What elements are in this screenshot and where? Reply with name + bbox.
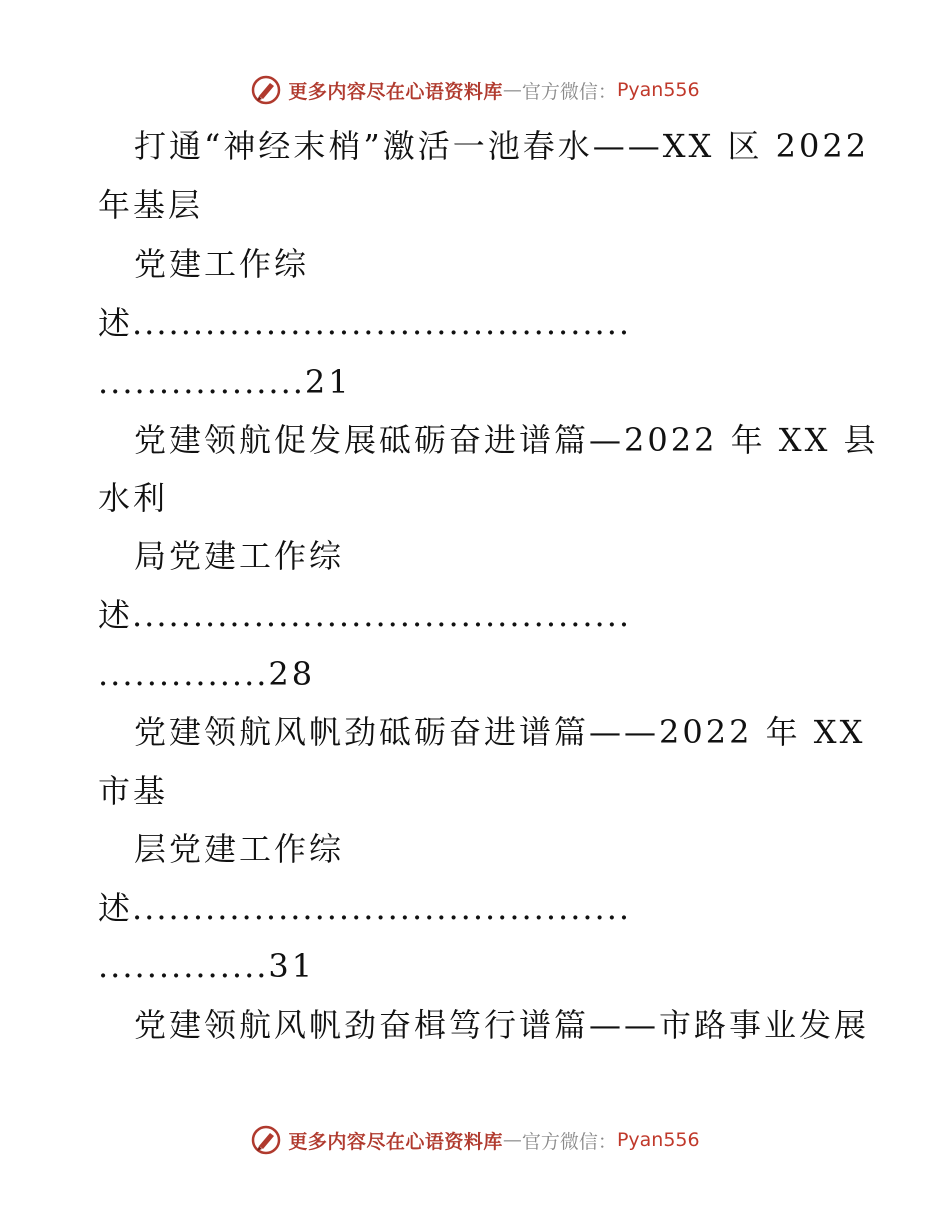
toc-entry-1-title-line-1: 打通“神经末梢”激活一池春水——XX 区 2022 — [134, 127, 870, 165]
toc-entry-2-leader — [98, 654, 315, 694]
watermark-wechat-id: Pyan556 — [616, 79, 700, 101]
toc-entry-3-title-line-3: 层党建工作综 — [134, 830, 345, 868]
toc-entry-4-title-line-1: 党建领航风帆劲奋楫笃行谱篇——市路事业发展 — [134, 1006, 870, 1044]
pen-logo-icon — [250, 1124, 282, 1156]
toc-entry-2-title-line-2: 水利 — [98, 479, 169, 517]
toc-entry-3-title-line-1: 党建领航风帆劲砥砺奋进谱篇——2022 年 XX — [134, 713, 866, 751]
toc-entry-3-title-line-4: 述......................................... — [98, 889, 632, 927]
header-watermark — [0, 70, 950, 110]
toc-entry-1-title-line-2: 年基层 — [98, 186, 204, 224]
toc-entry-2-title-line-3: 局党建工作综 — [134, 537, 345, 575]
toc-entry-3-dots: .............. — [98, 947, 269, 985]
toc-entry-2-title-line-4: 述......................................... — [98, 596, 632, 634]
toc-entry-3-title-line-2: 市基 — [98, 772, 169, 810]
toc-entry-3-page: 31 — [268, 947, 316, 985]
watermark-wechat-label: 官方微信： — [521, 80, 617, 103]
toc-entry-1-leader — [98, 362, 352, 402]
toc-entry-2-title-line-1: 党建领航促发展砥砺奋进谱篇—2022 年 XX 县 — [134, 421, 879, 459]
toc-entry-1-dots: ................. — [98, 363, 305, 401]
toc-entry-3-leader — [98, 946, 315, 986]
toc-entry-1-title-line-4: 述......................................... — [98, 304, 632, 342]
watermark-brand: 更多内容尽在心语资料库 — [288, 1130, 503, 1153]
watermark-brand: 更多内容尽在心语资料库 — [288, 80, 503, 103]
toc-entry-2-dots: .............. — [98, 655, 269, 693]
watermark-separator: — — [502, 1129, 522, 1151]
toc-entry-1-page: 21 — [304, 363, 352, 401]
watermark-wechat-label: 官方微信： — [521, 1130, 617, 1153]
toc-entry-1-title-line-3: 党建工作综 — [134, 245, 310, 283]
watermark-separator: — — [502, 79, 522, 101]
pen-logo-icon — [250, 74, 282, 106]
watermark-wechat-id: Pyan556 — [616, 1129, 700, 1151]
footer-watermark — [0, 1120, 950, 1160]
toc-entry-2-page: 28 — [268, 655, 316, 693]
